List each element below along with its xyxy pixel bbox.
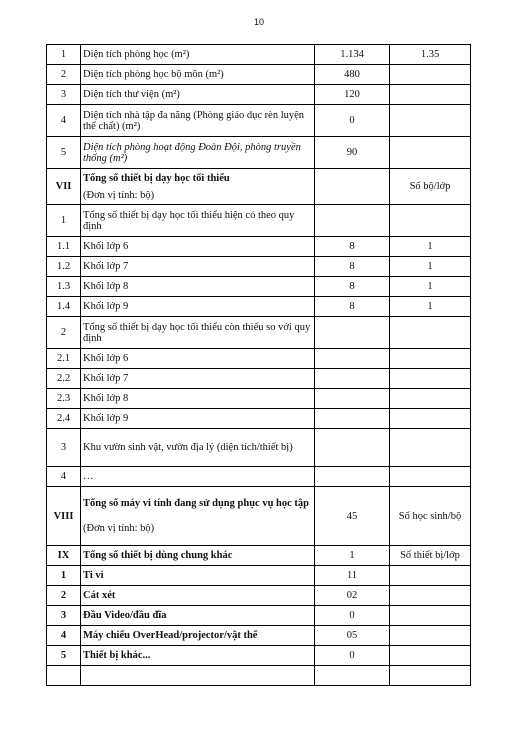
row-number: 1 <box>47 205 81 237</box>
row-value <box>315 317 390 349</box>
row-item: … <box>81 467 315 487</box>
row-unit <box>390 626 471 646</box>
row-item: Máy chiếu OverHead/projector/vật thể <box>81 626 315 646</box>
table-row <box>47 429 471 467</box>
row-unit <box>390 666 471 686</box>
row-value: 0 <box>315 606 390 626</box>
row-value: 8 <box>315 257 390 277</box>
row-unit: Số thiết bị/lớp <box>390 546 471 566</box>
row-item: Diện tích nhà tập đa năng (Phòng giáo dục rèn luyện thể chất) (m²) <box>81 105 315 137</box>
row-number: 4 <box>47 105 81 137</box>
row-number: 1.3 <box>47 277 81 297</box>
row-unit: 1 <box>390 277 471 297</box>
table-row <box>47 257 471 277</box>
table-row <box>47 586 471 606</box>
table-row <box>47 389 471 409</box>
table-row <box>47 409 471 429</box>
row-value: 02 <box>315 586 390 606</box>
row-number: 2.1 <box>47 349 81 369</box>
section-number: VII <box>47 169 81 205</box>
section-heading: Tổng số thiết bị dùng chung khác <box>81 546 315 566</box>
row-number: 5 <box>47 137 81 169</box>
table-row <box>47 297 471 317</box>
row-value: 05 <box>315 626 390 646</box>
row-item: Đầu Video/đầu đĩa <box>81 606 315 626</box>
row-item: Diện tích phòng học bộ môn (m²) <box>81 65 315 85</box>
row-unit <box>390 646 471 666</box>
section-title <box>81 487 315 546</box>
row-number: 5 <box>47 646 81 666</box>
row-value <box>315 205 390 237</box>
row-number: 4 <box>47 467 81 487</box>
row-item: Khối lớp 8 <box>81 277 315 297</box>
row-item: Tổng số thiết bị dạy học tối thiểu hiện có theo quy định <box>81 205 315 237</box>
row-unit: Số học sinh/bộ <box>390 487 471 546</box>
table-row <box>47 317 471 349</box>
row-unit <box>390 409 471 429</box>
row-value: 480 <box>315 65 390 85</box>
row-value: 90 <box>315 137 390 169</box>
section-number: VIII <box>47 487 81 546</box>
section-unit-note: (Đơn vị tính: bộ) <box>83 523 155 534</box>
row-number <box>47 666 81 686</box>
row-number: 4 <box>47 626 81 646</box>
row-item: Ti vi <box>81 566 315 586</box>
row-unit <box>390 606 471 626</box>
row-item: Diện tích phòng học (m²) <box>81 45 315 65</box>
table-row <box>47 137 471 169</box>
table-row <box>47 606 471 626</box>
row-value <box>315 169 390 205</box>
row-item: Khối lớp 6 <box>81 349 315 369</box>
row-item: Tổng số thiết bị dạy học tối thiểu còn thiếu so với quy định <box>81 317 315 349</box>
row-value <box>315 429 390 467</box>
row-number: 2 <box>47 317 81 349</box>
row-unit <box>390 586 471 606</box>
row-value: 120 <box>315 85 390 105</box>
row-item: Diện tích phòng hoạt động Đoàn Đội, phòng truyền thống (m²) <box>81 137 315 169</box>
row-unit: 1.35 <box>390 45 471 65</box>
row-number: 1 <box>47 45 81 65</box>
row-item: Khu vườn sinh vật, vườn địa lý (diện tích/thiết bị) <box>81 429 315 467</box>
row-value: 1.134 <box>315 45 390 65</box>
table-row <box>47 65 471 85</box>
section-title <box>81 169 315 205</box>
row-item: Khối lớp 7 <box>81 369 315 389</box>
row-value: 1 <box>315 546 390 566</box>
row-unit <box>390 389 471 409</box>
table-row <box>47 105 471 137</box>
row-item: Khối lớp 6 <box>81 237 315 257</box>
row-value <box>315 349 390 369</box>
row-number: 1.2 <box>47 257 81 277</box>
section-row <box>47 169 471 205</box>
row-unit: 1 <box>390 257 471 277</box>
table-row <box>47 666 471 686</box>
row-unit <box>390 205 471 237</box>
table-row <box>47 369 471 389</box>
row-value: 0 <box>315 646 390 666</box>
row-unit <box>390 65 471 85</box>
row-value: 8 <box>315 277 390 297</box>
section-unit-note: (Đơn vị tính: bộ) <box>83 189 155 201</box>
row-unit: 1 <box>390 237 471 257</box>
row-unit <box>390 349 471 369</box>
row-value: 8 <box>315 237 390 257</box>
row-value <box>315 369 390 389</box>
row-number: 1.1 <box>47 237 81 257</box>
row-number: 2.3 <box>47 389 81 409</box>
table-row <box>47 349 471 369</box>
row-unit: 1 <box>390 297 471 317</box>
row-number: 3 <box>47 606 81 626</box>
page-number: 10 <box>253 17 264 27</box>
row-unit <box>390 137 471 169</box>
row-item: Diện tích thư viện (m²) <box>81 85 315 105</box>
row-number: 2 <box>47 586 81 606</box>
row-value <box>315 467 390 487</box>
row-number: 3 <box>47 85 81 105</box>
row-unit <box>390 369 471 389</box>
row-number: 2.4 <box>47 409 81 429</box>
table-row <box>47 626 471 646</box>
row-unit <box>390 317 471 349</box>
row-unit <box>390 429 471 467</box>
row-value <box>315 389 390 409</box>
table-row <box>47 467 471 487</box>
row-value: 11 <box>315 566 390 586</box>
table-row <box>47 85 471 105</box>
row-item: Thiết bị khác... <box>81 646 315 666</box>
row-item: Khối lớp 8 <box>81 389 315 409</box>
facilities-table <box>46 44 471 686</box>
row-unit: Số bộ/lớp <box>390 169 471 205</box>
row-value <box>315 409 390 429</box>
row-number: 2 <box>47 65 81 85</box>
row-item: Cát xét <box>81 586 315 606</box>
row-value: 45 <box>315 487 390 546</box>
row-unit <box>390 566 471 586</box>
row-unit <box>390 467 471 487</box>
row-value <box>315 666 390 686</box>
row-value: 0 <box>315 105 390 137</box>
row-unit <box>390 105 471 137</box>
row-item: Khối lớp 9 <box>81 409 315 429</box>
row-item <box>81 666 315 686</box>
row-item: Khối lớp 9 <box>81 297 315 317</box>
table-row <box>47 237 471 257</box>
row-item: Khối lớp 7 <box>81 257 315 277</box>
row-number: 1.4 <box>47 297 81 317</box>
row-number: 3 <box>47 429 81 467</box>
section-row <box>47 487 471 546</box>
section-heading: Tổng số máy vi tính đang sử dụng phục vụ học tập <box>83 498 310 509</box>
row-number: 2.2 <box>47 369 81 389</box>
table-row <box>47 277 471 297</box>
table-row <box>47 646 471 666</box>
table-row <box>47 566 471 586</box>
row-value: 8 <box>315 297 390 317</box>
row-number: 1 <box>47 566 81 586</box>
section-heading: Tổng số thiết bị dạy học tối thiểu <box>83 172 230 184</box>
section-row <box>47 546 471 566</box>
section-number: IX <box>47 546 81 566</box>
table-row <box>47 45 471 65</box>
table-row <box>47 205 471 237</box>
row-unit <box>390 85 471 105</box>
